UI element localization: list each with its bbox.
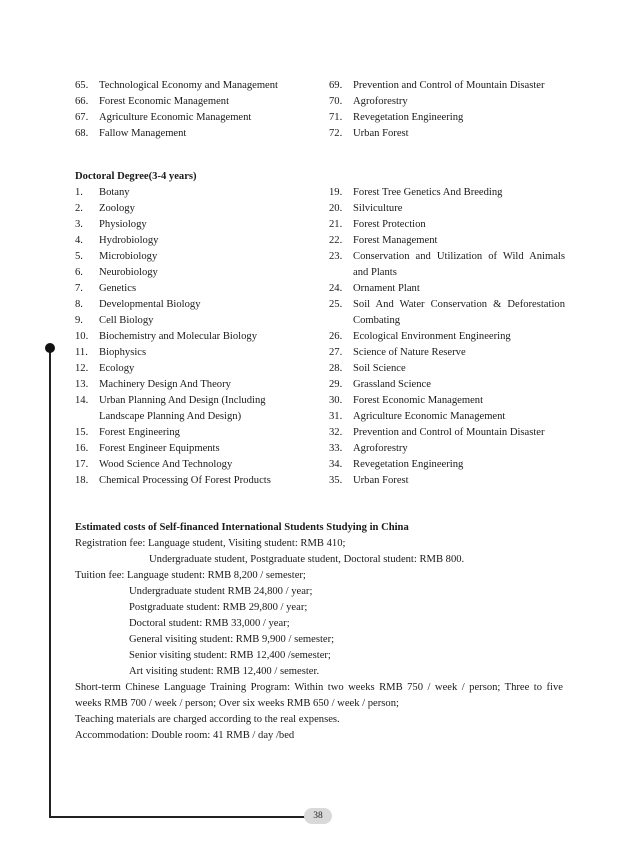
- list-item: 71. Revegetation Engineering: [329, 112, 464, 123]
- doctoral-list-right: [329, 185, 565, 489]
- list-item: 16. Forest Engineer Equipments: [75, 443, 220, 454]
- list-item: 66. Forest Economic Management: [75, 96, 230, 107]
- list-item: 24. Ornament Plant: [329, 283, 420, 294]
- margin-rule-dot: [45, 343, 55, 353]
- list-item: 33. Agroforestry: [329, 443, 408, 454]
- list-item: 30. Forest Economic Management: [329, 395, 484, 406]
- list-item: 28. Soil Science: [329, 363, 406, 374]
- list-item: 34. Revegetation Engineering: [329, 459, 464, 470]
- tuition-fee-line: Senior visiting student: RMB 12,400 /semester;: [129, 650, 331, 661]
- list-item: 31. Agriculture Economic Management: [329, 411, 506, 422]
- list-item: 72. Urban Forest: [329, 128, 409, 139]
- list-item: 67. Agriculture Economic Management: [75, 112, 252, 123]
- list-item: 21. Forest Protection: [329, 219, 426, 230]
- doctoral-degree-heading: Doctoral Degree(3-4 years): [75, 171, 197, 182]
- list-item: 29. Grassland Science: [329, 379, 431, 390]
- tuition-fee-line: Art visiting student: RMB 12,400 / semester.: [129, 666, 320, 677]
- costs-heading: Estimated costs of Self-financed International Students Studying in China: [75, 522, 409, 533]
- list-item: 6. Neurobiology: [75, 267, 158, 278]
- page-number-badge: 38: [304, 808, 332, 824]
- list-item: 13. Machinery Design And Theory: [75, 379, 231, 390]
- tuition-fee-line: Tuition fee: Language student: RMB 8,200 / semester;: [75, 570, 306, 581]
- list-item: 9. Cell Biology: [75, 315, 154, 326]
- list-item: 11. Biophysics: [75, 347, 147, 358]
- list-item: 18. Chemical Processing Of Forest Products: [75, 475, 271, 486]
- list-item: 23. Conservation and Utilization of Wild Animals and Plants: [329, 251, 565, 278]
- doctoral-list-left: [75, 185, 295, 489]
- list-item: 25. Soil And Water Conservation & Deforestation Combating: [329, 299, 565, 326]
- list-item: 70. Agroforestry: [329, 96, 408, 107]
- major-list-continued-right: [329, 78, 565, 142]
- list-item: 69. Prevention and Control of Mountain Disaster: [329, 80, 545, 91]
- tuition-fee-line: Undergraduate student RMB 24,800 / year;: [129, 586, 313, 597]
- margin-rule-horizontal: [49, 816, 309, 818]
- list-item: 10. Biochemistry and Molecular Biology: [75, 331, 257, 342]
- list-item: 1. Botany: [75, 187, 130, 198]
- list-item: 68. Fallow Management: [75, 128, 187, 139]
- major-list-continued-left: [75, 78, 295, 142]
- list-item: 22. Forest Management: [329, 235, 438, 246]
- list-item: 26. Ecological Environment Engineering: [329, 331, 511, 342]
- list-item: 14. Urban Planning And Design (Including Landscape Planning And Design): [75, 395, 266, 422]
- list-item: 5. Microbiology: [75, 251, 158, 262]
- accommodation-line: Accommodation: Double room: 41 RMB / day /bed: [75, 730, 295, 741]
- tuition-fee-line: General visiting student: RMB 9,900 / semester;: [129, 634, 335, 645]
- list-item: 3. Physiology: [75, 219, 147, 230]
- list-item: 8. Developmental Biology: [75, 299, 201, 310]
- list-item: 12. Ecology: [75, 363, 135, 374]
- registration-fee-line: Registration fee: Language student, Visiting student: RMB 410;: [75, 538, 346, 549]
- list-item: 19. Forest Tree Genetics And Breeding: [329, 187, 503, 198]
- list-item: 65. Technological Economy and Management: [75, 80, 278, 91]
- tuition-fee-line: Doctoral student: RMB 33,000 / year;: [129, 618, 290, 629]
- estimated-costs-section: [75, 520, 563, 744]
- margin-rule-vertical: [49, 345, 51, 818]
- short-term-program-line: Short-term Chinese Language Training Program: Within two weeks RMB 750 / week / person; Three to five: [75, 682, 563, 693]
- list-item: 2. Zoology: [75, 203, 135, 214]
- short-term-program-line: weeks RMB 700 / week / person; Over six weeks RMB 650 / week / person;: [75, 698, 399, 709]
- list-item: 17. Wood Science And Technology: [75, 459, 233, 470]
- tuition-fee-line: Postgraduate student: RMB 29,800 / year;: [129, 602, 308, 613]
- list-item: 32. Prevention and Control of Mountain Disaster: [329, 427, 545, 438]
- list-item: 15. Forest Engineering: [75, 427, 180, 438]
- list-item: 4. Hydrobiology: [75, 235, 159, 246]
- teaching-materials-line: Teaching materials are charged according to the real expenses.: [75, 714, 340, 725]
- list-item: 27. Science of Nature Reserve: [329, 347, 466, 358]
- list-item: 35. Urban Forest: [329, 475, 409, 486]
- registration-fee-line: Undergraduate student, Postgraduate student, Doctoral student: RMB 800.: [149, 554, 465, 565]
- list-item: 7. Genetics: [75, 283, 137, 294]
- list-item: 20. Silviculture: [329, 203, 403, 214]
